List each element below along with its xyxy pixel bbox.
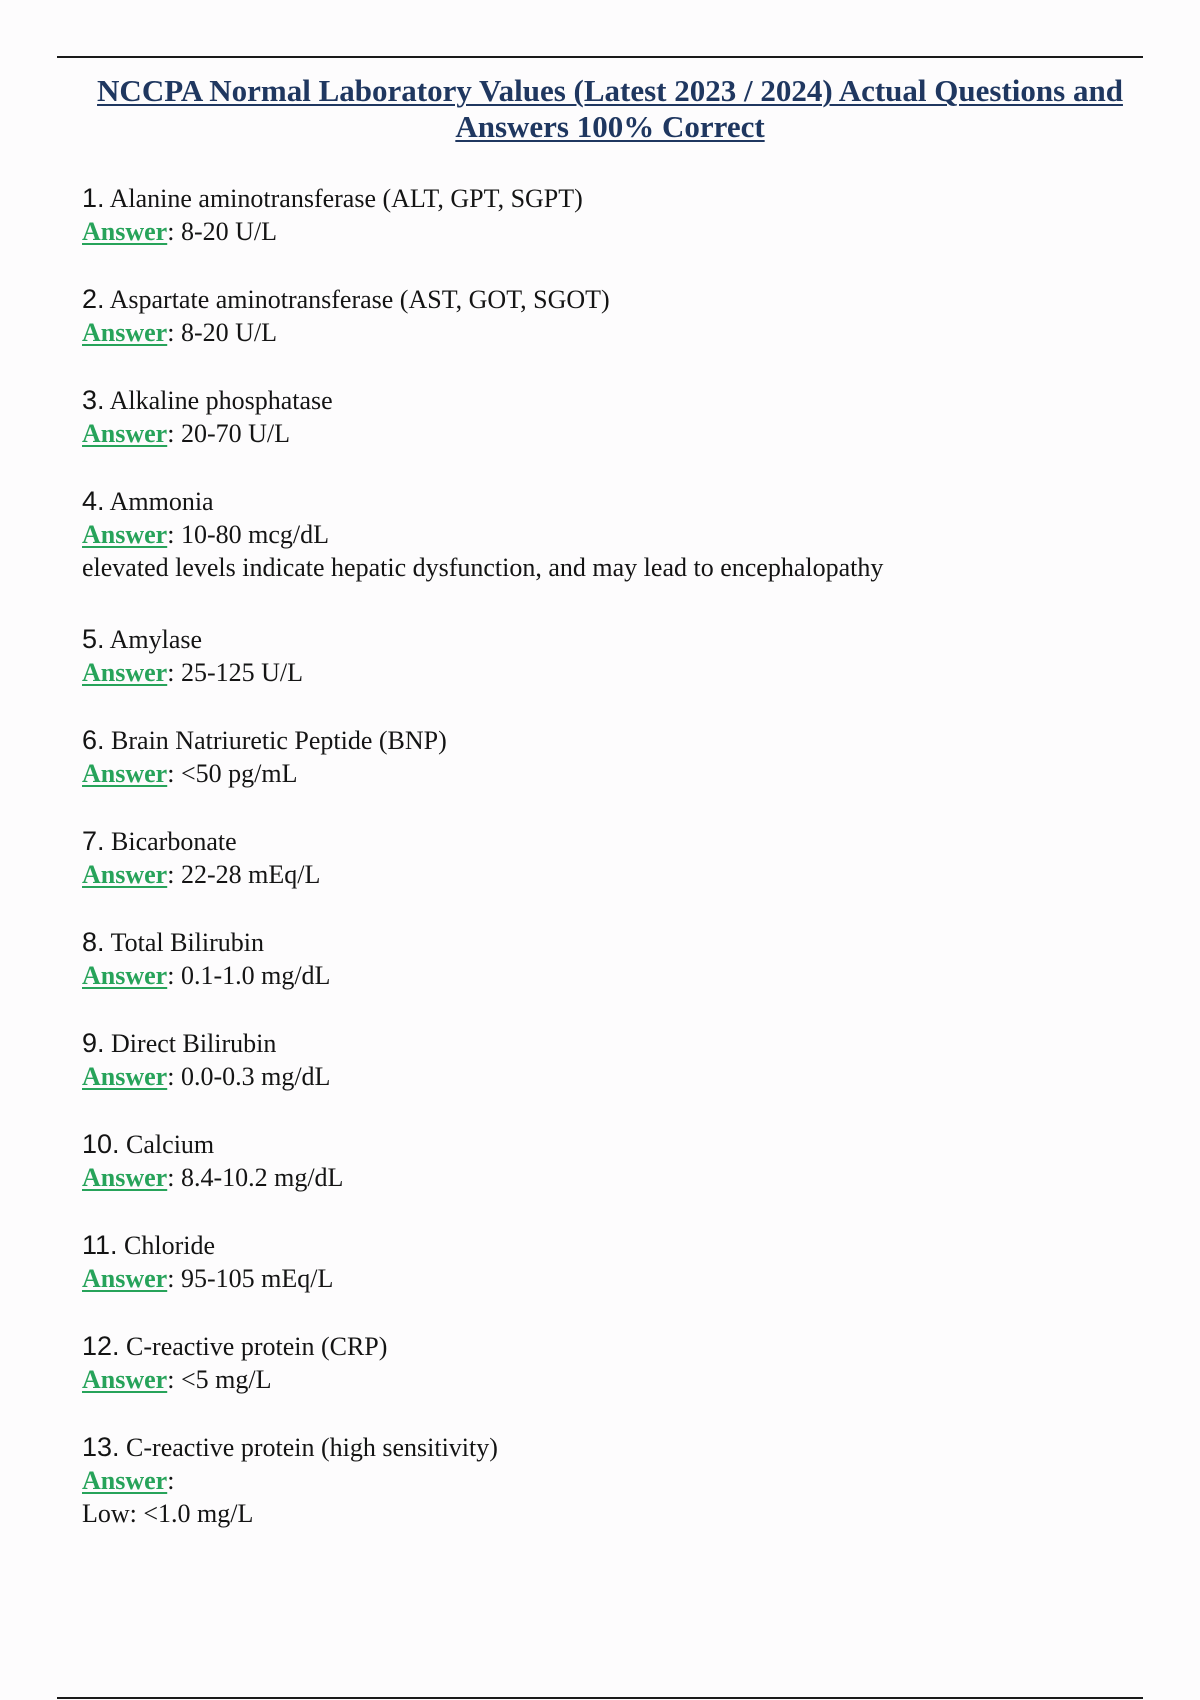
question-number: 11. [82,1230,118,1260]
qa-item [82,1330,1142,1431]
answer-value: 25-125 U/L [180,658,303,687]
answer-note: elevated levels indicate hepatic dysfunction, and may lead to encephalopathy [82,553,884,582]
bottom-rule [57,1697,1143,1699]
qa-item [82,384,1142,485]
question-number: 8. [82,927,105,957]
qa-item [82,926,1142,1027]
answer-label: Answer [82,658,168,687]
answer-value: 0.0-0.3 mg/dL [180,1062,331,1091]
question-text: Alanine aminotransferase (ALT, GPT, SGPT) [109,184,583,213]
answer-value: 10-80 mcg/dL [180,520,329,549]
answer-line: Answer: 8-20 U/L [82,217,277,246]
question-line [82,283,1142,316]
question-text: Ammonia [109,487,214,516]
answer-value: 8-20 U/L [180,217,277,246]
qa-item [82,182,1142,283]
answer-label: Answer [82,1264,168,1293]
question-number: 7. [82,826,105,856]
question-line [82,485,1142,518]
answer-label: Answer [82,520,168,549]
question-text: C-reactive protein (high sensitivity) [126,1433,498,1462]
answer-label: Answer [82,318,168,347]
answer-line: Answer: 20-70 U/L [82,419,290,448]
qa-list [82,182,1142,1532]
question-text: Bicarbonate [111,827,237,856]
answer-label: Answer [82,217,168,246]
answer-label: Answer [82,1466,168,1495]
answer-line: Answer: 8.4-10.2 mg/dL [82,1163,344,1192]
qa-item [82,1431,1142,1532]
answer-value: <50 pg/mL [180,759,298,788]
question-text: Amylase [109,625,203,654]
question-line [82,384,1142,417]
answer-label: Answer [82,1365,168,1394]
answer-line: Answer: 0.1-1.0 mg/dL [82,961,331,990]
qa-item [82,623,1142,724]
document-title [60,73,1160,145]
question-number: 10. [82,1129,120,1159]
question-number: 2. [82,284,105,314]
answer-line: Answer: <50 pg/mL [82,759,298,788]
answer-line: Answer: 0.0-0.3 mg/dL [82,1062,331,1091]
question-text: Alkaline phosphatase [109,386,333,415]
question-text: Total Bilirubin [110,928,265,957]
question-number: 3. [82,385,105,415]
question-line [82,825,1142,858]
answer-line: Answer: 25-125 U/L [82,658,303,687]
question-line [82,1027,1142,1060]
question-number: 9. [82,1028,105,1058]
answer-line: Answer: <5 mg/L [82,1365,272,1394]
answer-line: Answer: [82,1466,175,1495]
question-text: Chloride [124,1231,216,1260]
answer-value: 8-20 U/L [180,318,277,347]
answer-label: Answer [82,759,168,788]
question-line [82,1330,1142,1363]
question-line [82,623,1142,656]
question-text: Calcium [126,1130,215,1159]
answer-value: 20-70 U/L [180,419,290,448]
qa-item [82,1027,1142,1128]
answer-value: 8.4-10.2 mg/dL [180,1163,344,1192]
top-rule [57,56,1143,58]
question-text: C-reactive protein (CRP) [126,1332,388,1361]
question-line [82,926,1142,959]
question-text: Direct Bilirubin [111,1029,277,1058]
qa-item [82,1128,1142,1229]
question-line [82,1229,1142,1262]
question-text: Aspartate aminotransferase (AST, GOT, SGOT) [109,285,610,314]
qa-item [82,825,1142,926]
answer-label: Answer [82,1062,168,1091]
question-number: 12. [82,1331,120,1361]
question-line [82,1128,1142,1161]
answer-extra: Low: <1.0 mg/L [82,1499,254,1528]
question-number: 13. [82,1432,120,1462]
question-line [82,1431,1142,1464]
qa-item [82,1229,1142,1330]
answer-label: Answer [82,961,168,990]
answer-value: 0.1-1.0 mg/dL [180,961,331,990]
question-text: Brain Natriuretic Peptide (BNP) [111,726,447,755]
answer-line: Answer: 95-105 mEq/L [82,1264,334,1293]
question-line [82,182,1142,215]
question-number: 1. [82,183,105,213]
document-title-text: NCCPA Normal Laboratory Values (Latest 2023 / 2024) Actual Questions and Answers 100% Correct [97,73,1123,144]
answer-label: Answer [82,419,168,448]
question-number: 5. [82,624,105,654]
answer-value: 95-105 mEq/L [180,1264,334,1293]
question-number: 4. [82,486,105,516]
answer-label: Answer [82,860,168,889]
question-number: 6. [82,725,105,755]
answer-value: <5 mg/L [180,1365,272,1394]
answer-label: Answer [82,1163,168,1192]
answer-line: Answer: 8-20 U/L [82,318,277,347]
answer-line: Answer: 22-28 mEq/L [82,860,321,889]
qa-item [82,485,1142,623]
answer-value: 22-28 mEq/L [180,860,321,889]
answer-line: Answer: 10-80 mcg/dL [82,520,329,549]
question-line [82,724,1142,757]
qa-item [82,283,1142,384]
qa-item [82,724,1142,825]
